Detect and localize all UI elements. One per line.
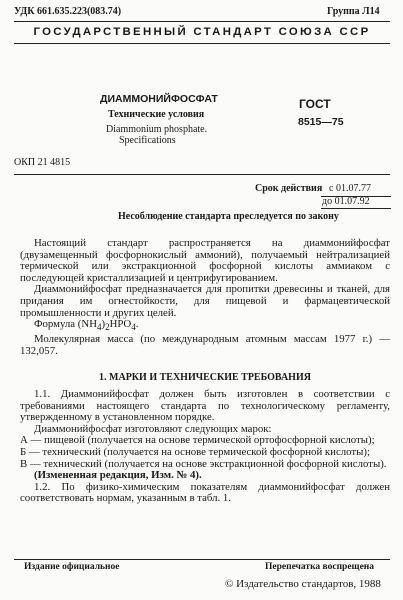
validity-label: Срок действия bbox=[255, 183, 323, 194]
formula-text: ) bbox=[101, 318, 106, 331]
udk-code: УДК 661.635.223(083.74) bbox=[14, 6, 122, 17]
standard-org-heading: ГОСУДАРСТВЕННЫЙ СТАНДАРТ СОЮЗА ССР bbox=[33, 26, 371, 38]
clause-1-2: 1.2. По физико-химическим показателям диаммонийфосфат должен соответствовать нормам, указанным в табл. 1. bbox=[20, 480, 390, 505]
formula-sub: 4 bbox=[131, 322, 136, 333]
formula-text: Формула (NH bbox=[34, 318, 97, 331]
gost-number: 8515—75 bbox=[298, 116, 344, 128]
validity-from: с 01.07.77 bbox=[329, 183, 371, 194]
grades-intro: Диаммонийфосфат изготовляют следующих марок: bbox=[34, 422, 272, 435]
molecular-mass: Молекулярная масса (по международным атомным массам 1977 г.) — 132,057. bbox=[20, 332, 390, 357]
formula-text: HPO bbox=[109, 318, 132, 331]
english-title-line2: Specifications bbox=[119, 135, 176, 146]
gost-label: ГОСТ bbox=[299, 97, 331, 111]
group-code: Группа Л14 bbox=[327, 6, 380, 17]
validity-line-2 bbox=[321, 208, 391, 209]
formula-sub: 2 bbox=[105, 322, 110, 333]
grade-b: Б — технический (получается на основе термической фосфорной кислоты); bbox=[20, 445, 370, 458]
formula-text: . bbox=[135, 318, 139, 331]
grade-v: В — технический (получается на основе экстракционной фосфорной кислоты). bbox=[20, 457, 387, 470]
official-edition: Издание официальное bbox=[24, 562, 120, 572]
validity-to: до 01.07.92 bbox=[322, 196, 370, 207]
product-subtitle: Технические условия bbox=[108, 109, 205, 120]
section-1-body bbox=[20, 389, 390, 505]
formula-line bbox=[20, 319, 390, 334]
header-rule-bottom bbox=[14, 43, 390, 44]
product-title: ДИАММОНИЙФОСФАТ bbox=[100, 93, 218, 105]
grade-a: А — пищевой (получается на основе термической ортофосфорной кислоты); bbox=[20, 434, 375, 447]
clause-1-1: 1.1. Диаммонийфосфат должен быть изготовлен в соответствии с требованиями настоящего стандарта по технологическому регламенту, утвержденному в установленном порядке. bbox=[20, 388, 390, 424]
law-notice: Несоблюдение стандарта преследуется по закону bbox=[118, 211, 339, 222]
english-title-line1: Diammonium phosphate. bbox=[106, 124, 208, 135]
footer-rule bbox=[14, 559, 390, 560]
header-rule-top bbox=[14, 21, 390, 22]
intro-paragraph-1: Настоящий стандарт распространяется на диаммонийфосфат (двузамещенный фосфорнокислый аммоний), получаемый нейтрализацией термической или экстракционной фосфорной кислоты аммиаком с последующей кристаллизацией и центрифугированием. bbox=[20, 237, 390, 284]
section-1-title: 1. МАРКИ И ТЕХНИЧЕСКИЕ ТРЕБОВАНИЯ bbox=[99, 372, 311, 383]
okp-code: ОКП 21 4815 bbox=[14, 157, 71, 168]
revision-note: (Измененная редакция, Изм. № 4). bbox=[34, 469, 202, 482]
intro-text bbox=[20, 238, 390, 357]
title-rule bbox=[14, 174, 390, 175]
intro-paragraph-2: Диаммонийфосфат предназначается для пропитки древесины и тканей, для придания им огнестойкости, для пищевой и фармацевтической промышленности и других целей. bbox=[20, 283, 390, 319]
formula-sub: 4 bbox=[97, 322, 102, 333]
copyright-line: © Издательство стандартов, 1988 bbox=[225, 578, 381, 590]
reprint-notice: Перепечатка воспрещена bbox=[265, 562, 375, 572]
